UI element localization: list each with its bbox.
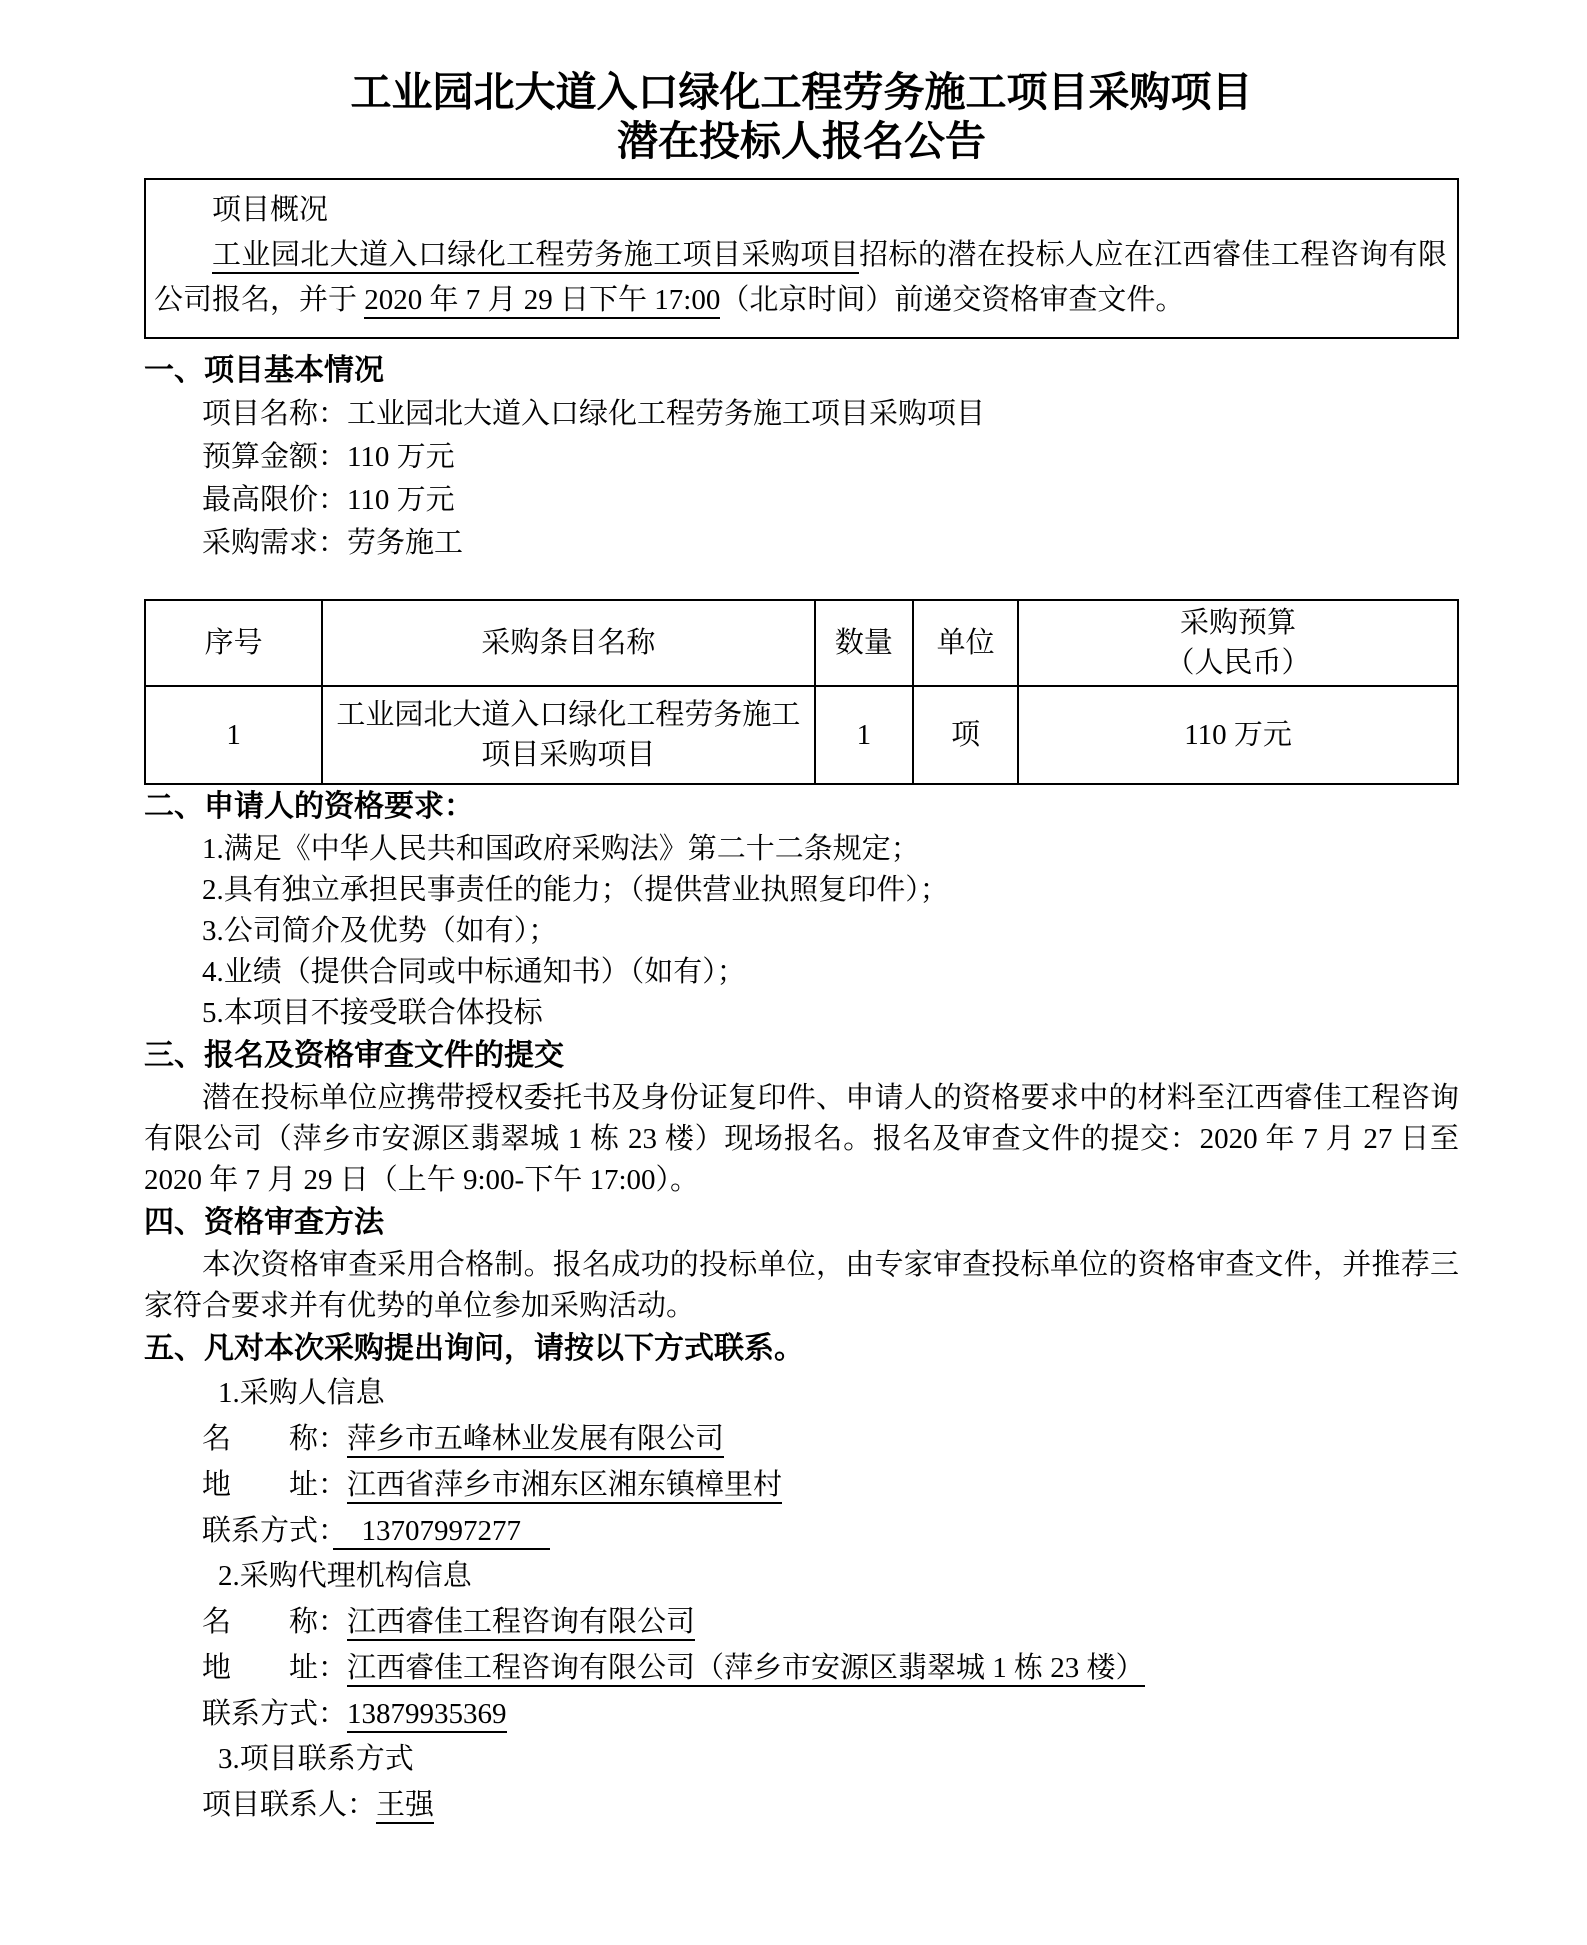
purchaser-address-field [144,1462,1459,1508]
purchaser-phone-label: 联系方式： [202,1515,333,1547]
agency-address-value: 江西睿佳工程咨询有限公司（萍乡市安源区翡翠城 1 栋 23 楼） [347,1652,1145,1687]
header-budget-line1: 采购预算 [1180,607,1297,639]
agency-phone-field [144,1691,1459,1737]
agency-phone-label: 联系方式： [202,1698,348,1730]
cell-unit: 项 [913,686,1018,784]
overview-text-1: 招标的潜在投标人应在江西睿佳工程咨询有限公司报名，并于 [154,239,1447,316]
cell-item-name: 工业园北大道入口绿化工程劳务施工项目采购项目 [322,686,814,784]
page-title-line2: 潜在投标人报名公告 [617,118,986,164]
header-item-name: 采购条目名称 [322,600,814,686]
purchaser-info-heading: 1.采购人信息 [218,1377,385,1409]
requirement-item-2: 2.具有独立承担民事责任的能力；（提供营业执照复印件）； [202,874,949,906]
table-header-row [145,600,1458,686]
agency-address-label: 地 址： [202,1652,348,1684]
page-title [144,68,1459,166]
purchaser-phone-value: 13707997277 [333,1515,551,1550]
agency-info-heading: 2.采购代理机构信息 [218,1560,472,1592]
purchaser-address-label: 地 址： [202,1469,348,1501]
section-5-heading: 五、凡对本次采购提出询问，请按以下方式联系。 [144,1332,804,1365]
price-limit-line: 最高限价：110 万元 [202,484,455,516]
section-3-paragraph: 潜在投标单位应携带授权委托书及身份证复印件、申请人的资格要求中的材料至江西睿佳工程咨询有限公司（萍乡市安源区翡翠城 1 栋 23 楼）现场报名。报名及审查文件的提交：2020 年 7 月 27 日至 2020 年 7 月 29 日（上午 9:00-下午 17:00）。 [144,1082,1459,1196]
project-contact-heading: 3.项目联系方式 [218,1743,414,1775]
agency-name-label: 名 称： [202,1606,348,1638]
section-4-heading: 四、资格审查方法 [144,1206,384,1239]
requirement-item-1: 1.满足《中华人民共和国政府采购法》第二十二条规定； [202,833,920,865]
purchaser-phone-field [144,1508,1459,1554]
cell-seq: 1 [145,686,322,784]
requirement-item-5: 5.本项目不接受联合体投标 [202,997,543,1029]
agency-address-field [144,1645,1459,1691]
purchaser-name-label: 名 称： [202,1423,348,1455]
overview-text-2: （北京时间）前递交资格审查文件。 [720,284,1185,316]
header-unit: 单位 [913,600,1018,686]
cell-budget: 110 万元 [1018,686,1458,784]
section-1-heading: 一、项目基本情况 [144,354,384,387]
header-budget [1018,600,1458,686]
procurement-items-table [144,599,1459,785]
header-qty: 数量 [815,600,913,686]
budget-amount-line: 预算金额：110 万元 [202,441,455,473]
procurement-need-line: 采购需求：劳务施工 [202,527,464,559]
project-contact-value: 王强 [376,1789,434,1824]
page-title-line1: 工业园北大道入口绿化工程劳务施工项目采购项目 [350,69,1253,115]
project-overview-box [144,178,1459,339]
purchaser-address-value: 江西省萍乡市湘东区湘东镇樟里村 [347,1469,782,1504]
header-seq: 序号 [145,600,322,686]
project-contact-label: 项目联系人： [202,1789,377,1821]
agency-name-value: 江西睿佳工程咨询有限公司 [347,1606,695,1641]
cell-qty: 1 [815,686,913,784]
agency-phone-value: 13879935369 [347,1698,507,1733]
purchaser-name-field [144,1416,1459,1462]
overview-deadline-underlined: 2020 年 7 月 29 日下午 17:00 [364,284,720,319]
overview-label: 项目概况 [212,194,329,226]
table-row [145,686,1458,784]
section-4-paragraph: 本次资格审查采用合格制。报名成功的投标单位，由专家审查投标单位的资格审查文件，并推荐三家符合要求并有优势的单位参加采购活动。 [144,1249,1459,1322]
project-name-line: 项目名称：工业园北大道入口绿化工程劳务施工项目采购项目 [202,398,986,430]
requirement-item-3: 3.公司简介及优势（如有）； [202,915,558,947]
agency-name-field [144,1599,1459,1645]
overview-project-name-underlined: 工业园北大道入口绿化工程劳务施工项目采购项目 [212,239,859,274]
header-budget-line2: （人民币） [1165,647,1311,679]
section-2-heading: 二、申请人的资格要求： [144,790,474,823]
requirement-item-4: 4.业绩（提供合同或中标通知书）（如有）； [202,956,746,988]
purchaser-name-value: 萍乡市五峰林业发展有限公司 [347,1423,724,1458]
overview-paragraph [154,233,1447,323]
project-contact-field [144,1782,1459,1828]
section-3-heading: 三、报名及资格审查文件的提交 [144,1039,564,1072]
